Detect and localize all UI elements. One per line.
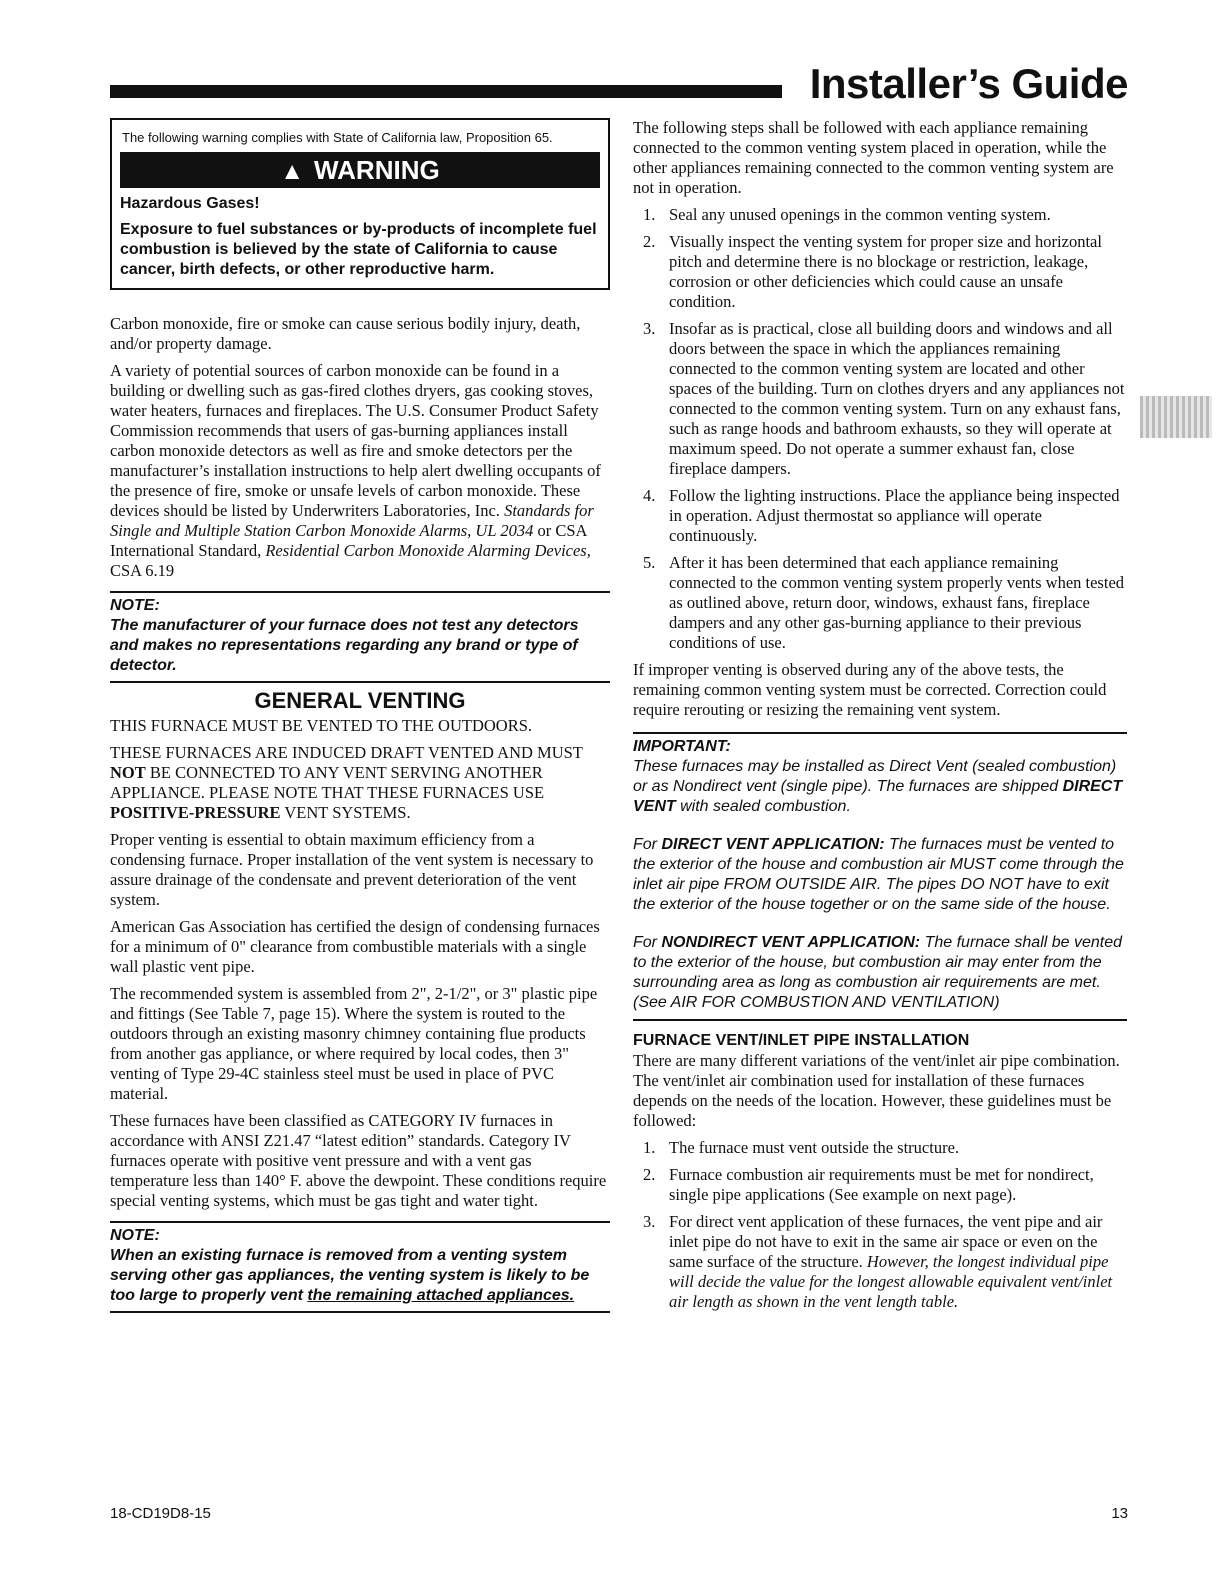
paragraph: A variety of potential sources of carbon monoxide can be found in a building or dwelling such as gas-fired clothes dryers, gas cooking stoves, water heaters, furnaces and fireplaces. The U.S. Consumer Product Safety Commission recommends that users of gas-burning appliances install carbon monoxide detectors as well as fire and smoke detectors per the manufacturer’s installation instructions to help alert dwelling occupants of the presence of fire, smoke or unsafe levels of carbon monoxide. These devices should be listed by Underwriters Laboratories, Inc. Standards for Single and Multiple Station Carbon Monoxide Alarms, UL 2034 or CSA International Standard, Residential Carbon Monoxide Alarming Devices, CSA 6.19: [110, 361, 601, 580]
paragraph: Proper venting is essential to obtain maximum efficiency from a condensing furnace. Proper installation of the vent system is necessary to assure drainage of the condensate and prevent deterioration of the vent system.: [110, 830, 594, 909]
important-text: These furnaces may be installed as Direct Vent (sealed combustion) or as Nondirect vent (single pipe). The furnaces are shipped DIRECT VENT with sealed combustion.: [633, 758, 1123, 815]
guidelines-list: [633, 1138, 1127, 1312]
right-column: [633, 118, 1127, 1319]
paragraph: The following steps shall be followed with each appliance remaining connected to the common venting system placed in operation, while the other appliances remaining connected to the common venting system are not in operation.: [633, 118, 1114, 197]
paragraph: THESE FURNACES ARE INDUCED DRAFT VENTED AND MUST NOT BE CONNECTED TO ANY VENT SERVING ANOTHER APPLIANCE. PLEASE NOTE THAT THESE FURNACES USE POSITIVE-PRESSURE VENT SYSTEMS.: [110, 743, 583, 822]
important-text: For DIRECT VENT APPLICATION: The furnaces must be vented to the exterior of the house and combustion air MUST come through the inlet air pipe FROM OUTSIDE AIR. The pipes DO NOT have to exit the exterior of the house together or on the same side of the house.: [633, 836, 1124, 913]
page-number: 13: [1111, 1505, 1128, 1522]
list-item: 3. For direct vent application of these furnaces, the vent pipe and air inlet pipe do not have to exit in the same air space or even on the same surface of the structure. However, the longest individual pipe will decide the value for the longest allowable equivalent vent/inlet air length as shown in the vent length table.: [643, 1212, 1113, 1311]
note-box: [110, 591, 610, 683]
warning-box: [110, 118, 610, 290]
list-item: 2. Furnace combustion air requirements must be met for nondirect, single pipe applications (See example on next page).: [643, 1165, 1094, 1204]
steps-list: [633, 205, 1127, 653]
note-text: The manufacturer of your furnace does not test any detectors and makes no representations regarding any brand or type of detector.: [110, 617, 579, 674]
paragraph: Carbon monoxide, fire or smoke can cause serious bodily injury, death, and/or property damage.: [110, 314, 581, 353]
list-item: 2. Visually inspect the venting system for proper size and horizontal pitch and determine there is no blockage or restriction, leakage, corrosion or other deficiencies which could cause an unsafe condition.: [643, 232, 1102, 311]
paragraph: If improper venting is observed during any of the above tests, the remaining common venting system must be corrected. Correction could require rerouting or resizing the remaining vent system.: [633, 660, 1107, 719]
note-label: NOTE:: [110, 597, 160, 614]
important-label: IMPORTANT:: [633, 738, 731, 755]
paragraph: These furnaces have been classified as CATEGORY IV furnaces in accordance with ANSI Z21.47 “latest edition” standards. Category IV furnaces operate with positive vent pressure and with a vent gas temperature less than 140° F. above the dewpoint. These conditions require special venting systems, which must be gas tight and water tight.: [110, 1111, 607, 1210]
hazard-title: Hazardous Gases!: [120, 195, 260, 212]
left-column: [110, 118, 610, 1321]
subheading: FURNACE VENT/INLET PIPE INSTALLATION: [633, 1032, 970, 1049]
paragraph: THIS FURNACE MUST BE VENTED TO THE OUTDOORS.: [110, 716, 533, 735]
list-item: 3. Insofar as is practical, close all building doors and windows and all doors between the space in which the appliances remaining connected to the common venting system are located and other spaces of the building. Turn on clothes dryers and any appliances not connected to the common venting system. Turn on any exhaust fans, such as range hoods and bathroom exhausts, so they will operate at maximum speed. Do not operate a summer exhaust fan, close fireplace dampers.: [643, 319, 1125, 478]
prop65-text: The following warning complies with State of California law, Proposition 65.: [122, 130, 553, 145]
paragraph: American Gas Association has certified the design of condensing furnaces for a minimum of 0" clearance from combustible materials with a single wall plastic vent pipe.: [110, 917, 600, 976]
section-title: GENERAL VENTING: [254, 688, 466, 713]
note-text: When an existing furnace is removed from a venting system serving other gas appliances, the venting system is likely to be too large to properly vent the remaining attached appliances.: [110, 1247, 590, 1304]
header-rule: [110, 85, 782, 98]
note-box: [110, 1221, 610, 1313]
list-item: 1. Seal any unused openings in the common venting system.: [643, 205, 1051, 224]
section-edge-tab: [1140, 396, 1212, 438]
list-item: 5. After it has been determined that each appliance remaining connected to the common venting system properly vents when tested as outlined above, return door, windows, exhaust fans, fireplace dampers and any other gas-burning appliance to their previous conditions of use.: [643, 553, 1125, 652]
warning-label: WARNING: [314, 155, 440, 185]
document-id: 18-CD19D8-15: [110, 1505, 211, 1522]
list-item: 1. The furnace must vent outside the structure.: [643, 1138, 960, 1157]
important-box: [633, 732, 1127, 1021]
important-text: For NONDIRECT VENT APPLICATION: The furnace shall be vented to the exterior of the house, but combustion air may enter from the surrounding area as long as combustion air requirements are met. (See AIR FOR COMBUSTION AND VENTILATION): [633, 934, 1123, 1011]
hazard-text: Exposure to fuel substances or by-products of incomplete fuel combustion is believed by the state of California to cause cancer, birth defects, or other reproductive harm.: [120, 221, 597, 278]
warning-triangle-icon: ▲: [280, 158, 305, 185]
paragraph: There are many different variations of the vent/inlet air pipe combination. The vent/inlet air combination used for installation of these furnaces depends on the needs of the location. However, these guidelines must be followed:: [633, 1051, 1120, 1130]
list-item: 4. Follow the lighting instructions. Place the appliance being inspected in operation. Adjust thermostat so appliance will operate continuously.: [643, 486, 1120, 545]
note-label: NOTE:: [110, 1227, 160, 1244]
paragraph: The recommended system is assembled from 2", 2-1/2", or 3" plastic pipe and fittings (See Table 7, page 15). Where the system is routed to the outdoors through an existing masonry chimney containing flue products from another gas appliance, or where required by local codes, then 3" venting of Type 29-4C stainless steel must be used in place of PVC material.: [110, 984, 598, 1103]
warning-banner: [120, 152, 600, 188]
page-title: Installer’s Guide: [809, 60, 1128, 107]
